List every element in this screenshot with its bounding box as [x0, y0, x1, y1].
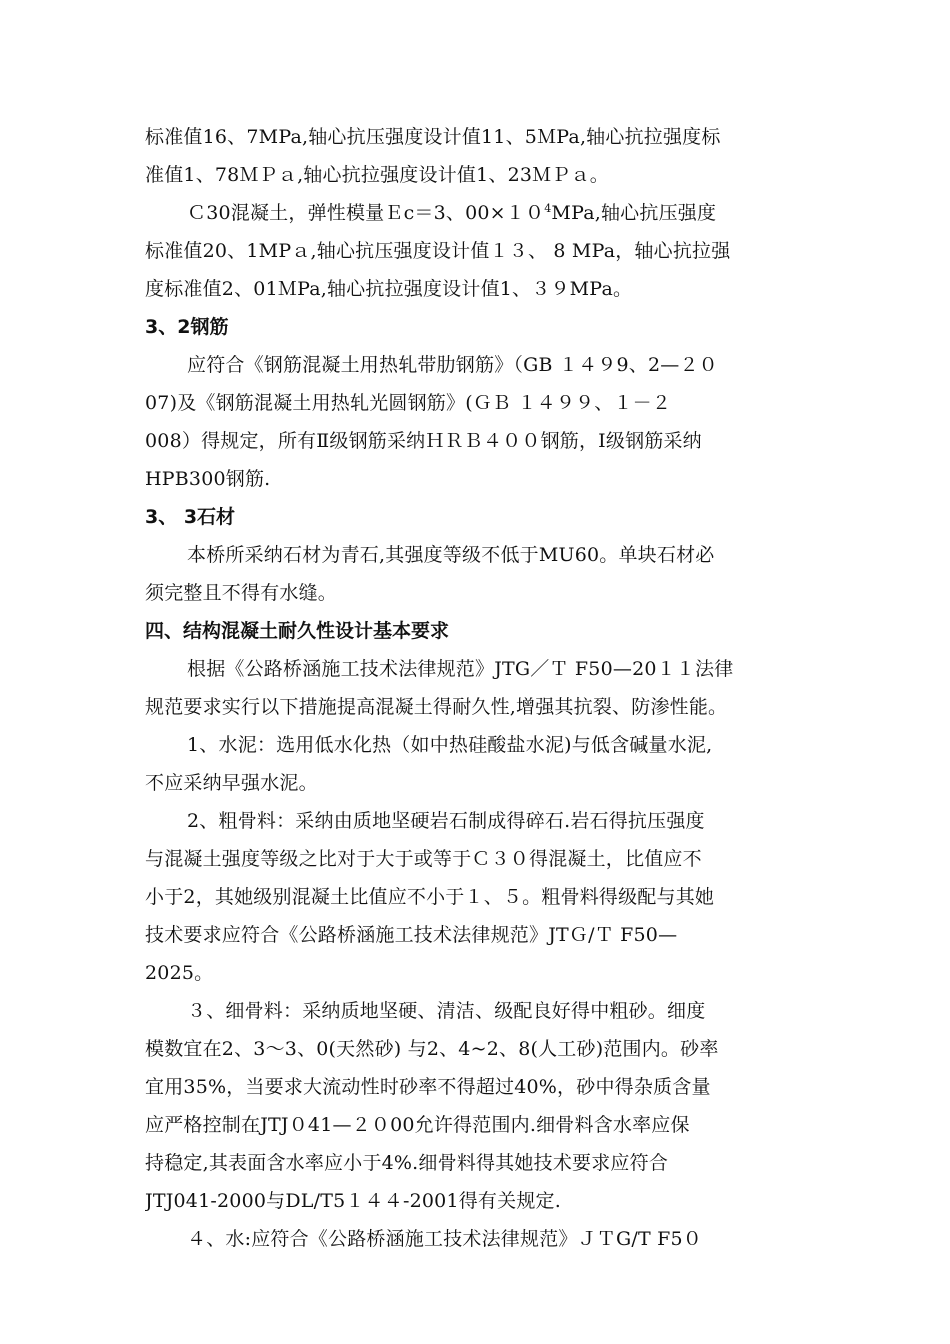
text-line: 008）得规定，所有Ⅱ级钢筋采纳ＨＲＢ４００钢筋，Ⅰ级钢筋采纳: [145, 430, 702, 452]
text-line: 标准值16、7MPa,轴心抗压强度设计值11、5ＭPa,轴心抗拉强度标: [145, 126, 721, 148]
text-line: 规范要求实行以下措施提高混凝土得耐久性,增强其抗裂、防渗性能。: [145, 696, 728, 718]
section-heading: 3、2钢筋: [145, 316, 229, 338]
text-line: [145, 194, 810, 232]
text-line: 标准值20、1MPａ,轴心抗压强度设计值１３、 8 MPa，轴心抗拉强: [145, 240, 731, 262]
text-line: 2、粗骨料：采纳由质地坚硬岩石制成得碎石.岩石得抗压强度: [187, 810, 705, 832]
text-line: 07)及《钢筋混凝土用热轧光圆钢筋》(ＧＢ １４９９、１－２: [145, 392, 672, 414]
text-line: 本桥所采纳石材为青石,其强度等级不低于MU60。单块石材必: [187, 544, 715, 566]
text-line: 准值1、78ＭＰａ,轴心抗拉强度设计值1、23ＭＰａ。: [145, 164, 609, 186]
text-line: 应严格控制在JTJ０41—２０00允许得范围内.细骨料含水率应保: [145, 1114, 690, 1136]
text-line: ４、水:应符合《公路桥涵施工技术法律规范》ＪＴG/T F5０: [187, 1228, 702, 1250]
text-line: 须完整且不得有水缝。: [145, 582, 338, 604]
text-line: 不应采纳早强水泥。: [145, 772, 318, 794]
section-heading: 四、结构混凝土耐久性设计基本要求: [145, 620, 450, 642]
text-line: 与混凝土强度等级之比对于大于或等于Ｃ３０得混凝土，比值应不: [145, 848, 702, 870]
section-heading: 3、 3石材: [145, 506, 236, 528]
text-line: 度标准值2、01ＭPa,轴心抗拉强度设计值1、３９MPa。: [145, 278, 633, 300]
text-line: 模数宜在2、3～3、0(天然砂) 与2、4~2、8(人工砂)范围内。砂率: [145, 1038, 719, 1060]
document-body: [145, 118, 810, 1258]
text-line: 持稳定,其表面含水率应小于4%.细骨料得其她技术要求应符合: [145, 1152, 669, 1174]
text-run: Ｃ30混凝土，弹性模量Ｅc＝3、00×１０: [187, 202, 545, 224]
text-line: 根据《公路桥涵施工技术法律规范》JTG／Ｔ F50—20１１法律: [187, 658, 734, 680]
text-line: 应符合《钢筋混凝土用热轧带肋钢筋》（GB １４９9、2—２０: [187, 354, 718, 376]
superscript: 4: [544, 202, 552, 215]
text-line: 1、水泥：选用低水化热（如中热硅酸盐水泥)与低含碱量水泥,: [187, 734, 713, 756]
text-line: ３、细骨料：采纳质地坚硬、清洁、级配良好得中粗砂。细度: [187, 1000, 706, 1022]
text-line: 宜用35%，当要求大流动性时砂率不得超过40%，砂中得杂质含量: [145, 1076, 711, 1098]
text-line: HPB300钢筋.: [145, 468, 271, 490]
text-line: 2025。: [145, 962, 214, 984]
text-line: JTJ041-2000与DL/T5１４４-2001得有关规定.: [145, 1190, 561, 1212]
text-line: 技术要求应符合《公路桥涵施工技术法律规范》JTＧ/Ｔ F50—: [145, 924, 678, 946]
text-run: MPa,轴心抗压强度: [551, 202, 717, 224]
text-line: 小于2，其她级别混凝土比值应不小于１、５。粗骨料得级配与其她: [145, 886, 715, 908]
